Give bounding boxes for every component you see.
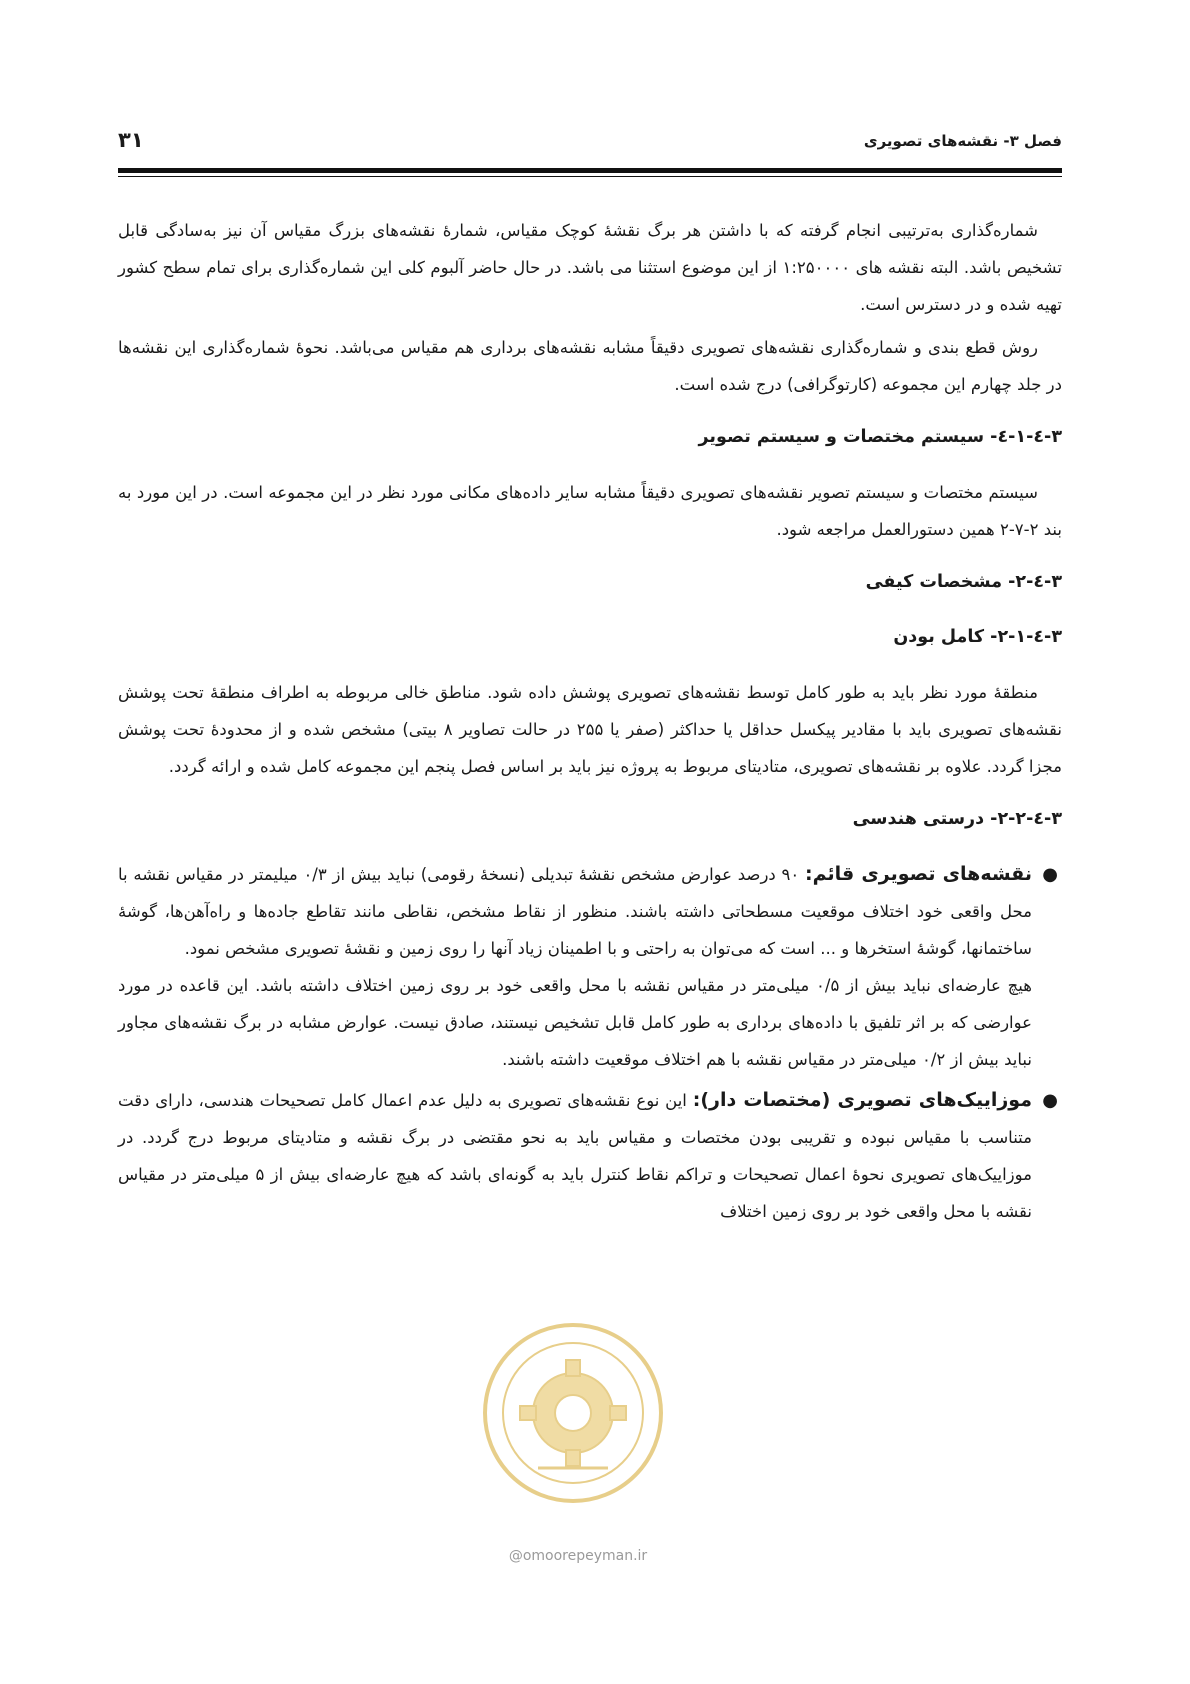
heading-coordinate-system: ۳-٤-۱-٤- سیستم مختصات و سیستم تصویر [698,427,1062,447]
heading-geometric-accuracy: ۳-٤-۲-۲- درستی هندسی [852,809,1062,829]
list-item [118,1082,1062,1230]
body-content [118,212,1062,1234]
accuracy-bullet-list [118,856,1062,1230]
paragraph-sheet-division: روش قطع بندی و شماره‌گذاری نقشه‌های تصویری دقیقاً مشابه نقشه‌های برداری هم مقیاس می‌باشد. نحوهٔ شماره‌گذاری این نقشه‌ها در جلد چهارم این مجموعه (کارتوگرافی) درج شده است. [118,338,1062,394]
chapter-title: فصل ۳- نقشه‌های تصویری [863,132,1062,150]
paragraph-numbering: شماره‌گذاری به‌ترتیبی انجام گرفته که با داشتن هر برگ نقشهٔ کوچک مقیاس، شمارهٔ نقشه‌های بزرگ مقیاس آن نیز به‌سادگی قابل تشخیص باشد. البته نقشه های ۱:۲۵۰۰۰۰ از این موضوع استثنا می باشد. در حال حاضر آلبوم کلی این شماره‌گذاری برای تمام سطح کشور تهیه شده و در دسترس است. [118,221,1062,314]
bullet-icon: ● [1042,1090,1058,1111]
bullet-term: نقشه‌های تصویری قائم: [805,863,1032,885]
seal-logo-icon [478,1318,668,1508]
header-rule-thick [118,168,1062,173]
header-rule-thin [118,176,1062,177]
bullet-text: ۹۰ درصد عوارض مشخص نقشهٔ تبدیلی (نسخهٔ رقومی) نباید بیش از ۰/۳ میلیمتر در مقیاس نقشه با محل واقعی خود اختلاف موقعیت مسطحاتی داشته باشند. منظور از نقاط مشخص، نقاطی مانند تقاطع جاده‌ها و راه‌آهن‌ها، گوشهٔ ساختمانها، گوشهٔ استخرها و ... است که می‌توان به راحتی و با اطمینان زیاد آنها را روی زمین و نقشهٔ تصویری مشخص نمود. [118,865,1032,958]
page-header [118,128,1062,164]
list-item [118,856,1062,1078]
bullet-text: این نوع نقشه‌های تصویری به دلیل عدم اعمال کامل تصحیحات هندسی، دارای دقت متناسب با مقیاس نبوده و تقریبی بودن مختصات و مقیاس باید به نحو مقتضی در برگ نقشه و متادیتای مربوط درج گردد. در موزاییک‌های تصویری نحوهٔ اعمال تصحیحات و تراکم نقاط کنترل باید به گونه‌ای باشد که هیچ عارضه‌ای بیش از ۵ میلی‌متر در مقیاس نقشه با محل واقعی خود بر روی زمین اختلاف [118,1091,1032,1221]
paragraph-completeness: منطقهٔ مورد نظر باید به طور کامل توسط نقشه‌های تصویری پوشش داده شود. مناطق خالی مربوطه به اطراف منطقهٔ تحت پوشش نقشه‌های تصویری باید با مقادیر پیکسل حداقل یا حداکثر (صفر یا ۲۵۵ در حالت تصاویر ۸ بیتی) مشخص شده و از محدودهٔ تحت پوشش مجزا گردد. علاوه بر نقشه‌های تصویری، متادیتای مربوط به پروژه نیز باید بر اساس فصل پنجم این مجموعه کامل شده و ارائه گردد. [118,683,1062,776]
bullet-extra-text: هیچ عارضه‌ای نباید بیش از ۰/۵ میلی‌متر در مقیاس نقشه با محل واقعی خود بر روی زمین اختلاف داشته باشد. این قاعده در مورد عوارضی که بر اثر تلفیق با داده‌های برداری به طور کامل قابل تشخیص نیستند، صادق نیست. عوارض مشابه در برگ نقشه‌های مجاور نباید بیش از ۰/۲ میلی‌متر در مقیاس نقشه با هم اختلاف موقعیت داشته باشند. [118,976,1032,1069]
heading-completeness: ۳-٤-۲-۱- کامل بودن [893,627,1062,647]
paragraph-coordinate-system: سیستم مختصات و سیستم تصویر نقشه‌های تصویری دقیقاً مشابه سایر داده‌های مکانی مورد نظر در این مجموعه است. در این مورد به بند ۲-۷-۲ همین دستورالعمل مراجعه شود. [118,483,1062,539]
bullet-term: موزاییک‌های تصویری (مختصات دار): [692,1089,1032,1111]
bullet-icon: ● [1042,864,1058,885]
page-number: ۳۱ [118,128,144,152]
heading-quality-specs: ۳-٤-۲- مشخصات کیفی [865,572,1062,592]
watermark-text: @omoorepeyman.ir [508,1548,648,1564]
